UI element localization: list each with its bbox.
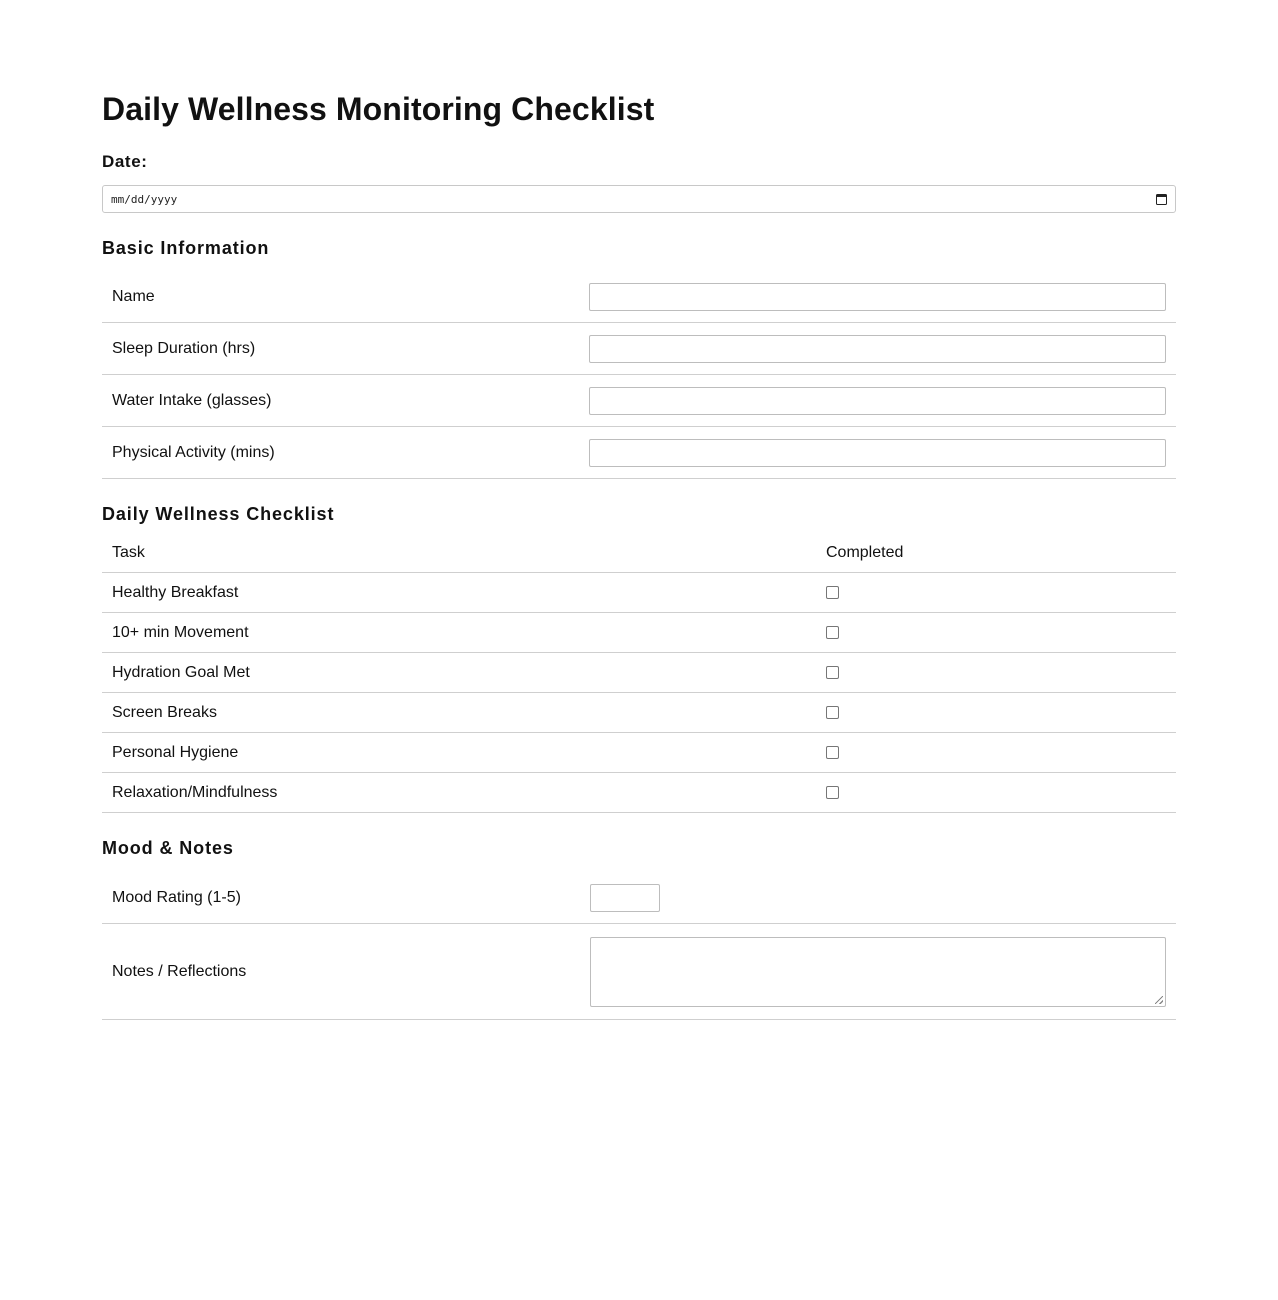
basic-row-water xyxy=(102,375,1176,427)
task-label: 10+ min Movement xyxy=(102,613,816,653)
completed-column-header: Completed xyxy=(816,533,1176,573)
mood-notes-table xyxy=(102,872,1176,1020)
screen-breaks-checkbox[interactable] xyxy=(826,706,839,719)
notes-row xyxy=(102,924,1176,1020)
date-input[interactable] xyxy=(102,185,1176,213)
date-label: Date: xyxy=(102,152,148,171)
calendar-icon[interactable] xyxy=(1156,194,1167,205)
task-label: Personal Hygiene xyxy=(102,733,816,773)
basic-information-table xyxy=(102,271,1176,479)
mood-rating-label: Mood Rating (1-5) xyxy=(102,872,579,924)
name-label: Name xyxy=(102,271,579,323)
basic-row-name xyxy=(102,271,1176,323)
basic-information-section xyxy=(102,237,1176,479)
wellness-header-row xyxy=(102,533,1176,573)
mood-rating-input[interactable] xyxy=(590,884,660,912)
hydration-goal-checkbox[interactable] xyxy=(826,666,839,679)
task-label: Healthy Breakfast xyxy=(102,573,816,613)
task-label: Relaxation/Mindfulness xyxy=(102,773,816,813)
table-row xyxy=(102,613,1176,653)
physical-activity-input[interactable] xyxy=(589,439,1166,467)
sleep-duration-label: Sleep Duration (hrs) xyxy=(102,323,579,375)
resize-handle-icon[interactable] xyxy=(1155,996,1163,1004)
task-column-header: Task xyxy=(102,533,816,573)
table-row xyxy=(102,573,1176,613)
wellness-checklist-section xyxy=(102,503,1176,813)
wellness-checklist-title: Daily Wellness Checklist xyxy=(102,504,335,524)
water-intake-input[interactable] xyxy=(589,387,1166,415)
water-intake-label: Water Intake (glasses) xyxy=(102,375,579,427)
mood-notes-section xyxy=(102,837,1176,1020)
task-label: Screen Breaks xyxy=(102,693,816,733)
healthy-breakfast-checkbox[interactable] xyxy=(826,586,839,599)
mood-rating-row xyxy=(102,872,1176,924)
wellness-checklist-table xyxy=(102,533,1176,813)
basic-information-title: Basic Information xyxy=(102,238,270,258)
task-label: Hydration Goal Met xyxy=(102,653,816,693)
mood-notes-title: Mood & Notes xyxy=(102,838,234,858)
basic-row-sleep xyxy=(102,323,1176,375)
sleep-duration-input[interactable] xyxy=(589,335,1166,363)
table-row xyxy=(102,693,1176,733)
page-title: Daily Wellness Monitoring Checklist xyxy=(102,91,655,127)
table-row xyxy=(102,653,1176,693)
personal-hygiene-checkbox[interactable] xyxy=(826,746,839,759)
movement-checkbox[interactable] xyxy=(826,626,839,639)
table-row xyxy=(102,773,1176,813)
date-placeholder: mm/dd/yyyy xyxy=(111,192,178,206)
basic-row-activity xyxy=(102,427,1176,479)
relaxation-checkbox[interactable] xyxy=(826,786,839,799)
physical-activity-label: Physical Activity (mins) xyxy=(102,427,579,479)
table-row xyxy=(102,733,1176,773)
name-input[interactable] xyxy=(589,283,1166,311)
notes-label: Notes / Reflections xyxy=(102,924,579,1020)
notes-textarea[interactable] xyxy=(590,937,1166,1007)
